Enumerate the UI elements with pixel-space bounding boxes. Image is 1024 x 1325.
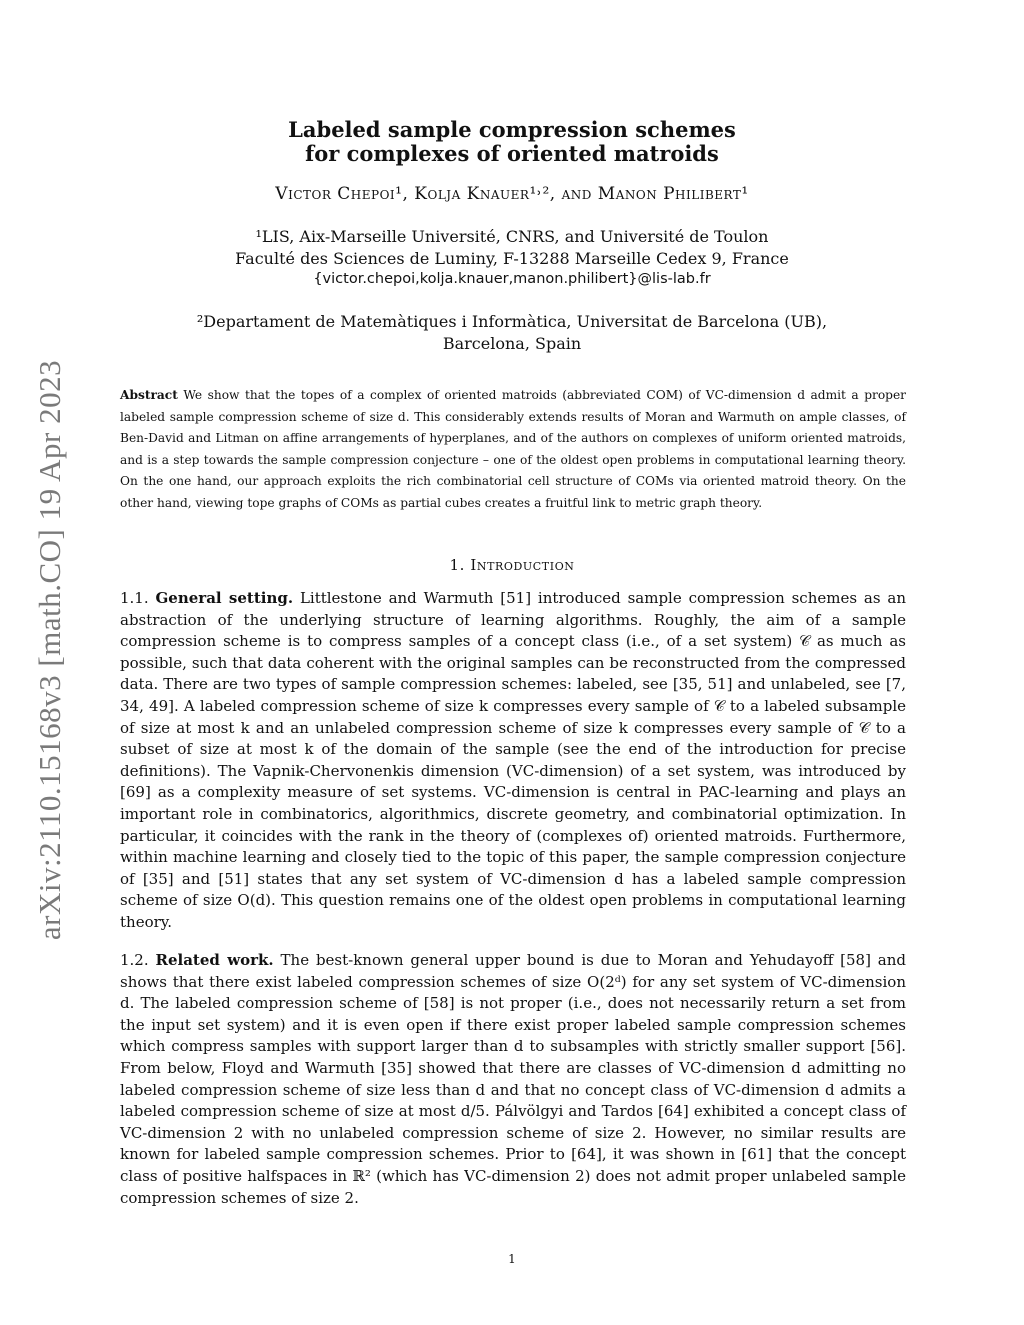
- affiliation-1-line-1: ¹LIS, Aix-Marseille Université, CNRS, and Université de Toulon: [255, 227, 769, 246]
- abstract-text: We show that the topes of a complex of oriented matroids (abbreviated COM) of VC-dimension d admit a proper labeled sample compression scheme of size d. This considerably extends results of Moran and Warmuth on ample classes, of Ben-David and Litman on affine arrangements of hyperplanes, and of the authors on complexes of uniform oriented matroids, and is a step towards the sample compression conjecture – one of the oldest open problems in computational learning theory. On the one hand, our approach exploits the rich combinatorial cell structure of COMs via oriented matroid theory. On the other hand, viewing tope graphs of COMs as partial cubes creates a fruitful link to metric graph theory.: [120, 388, 906, 510]
- subsection-general-setting: [120, 588, 906, 934]
- subsection-related-work: [120, 950, 906, 1209]
- subsection-number: 1.1.: [120, 589, 149, 607]
- subsection-text: The best-known general upper bound is due to Moran and Yehudayoff [58] and shows that there exist labeled compression schemes of size O(2ᵈ) for any set system of VC-dimension d. The labeled compression scheme of [58] is not proper (i.e., does not necessarily return a set from the input set system) and it is even open if there exist proper labeled sample compression schemes which compress samples with support larger than d to subsamples with strictly smaller support [56]. From below, Floyd and Warmuth [35] showed that there are classes of VC-dimension d admitting no labeled compression scheme of size less than d and that no concept class of VC-dimension d admits a labeled compression scheme of size at most d/5. Pálvölgyi and Tardos [64] exhibited a concept class of VC-dimension 2 with no unlabeled compression scheme of size 2. However, no similar results are known for labeled sample compression schemes. Prior to [64], it was shown in [61] that the concept class of positive halfspaces in ℝ² (which has VC-dimension 2) does not admit proper unlabeled sample compression schemes of size 2.: [120, 951, 906, 1207]
- subsection-title: Related work.: [155, 951, 274, 969]
- affiliation-1-line-2: Faculté des Sciences de Luminy, F-13288 Marseille Cedex 9, France: [235, 248, 789, 268]
- affiliation-2-line-1: ²Departament de Matemàtiques i Informàtica, Universitat de Barcelona (UB),: [196, 312, 828, 331]
- abstract-label: Abstract: [120, 388, 178, 402]
- affiliation-2-line-2: Barcelona, Spain: [442, 333, 582, 353]
- affiliation-2: [0, 311, 1024, 354]
- page-number: 1: [508, 1252, 516, 1266]
- title-line-2: for complexes of oriented matroids: [305, 141, 719, 166]
- arxiv-watermark: [20, 300, 80, 1000]
- arxiv-id: arXiv:2110.15168v3 [math.CO] 19 Apr 2023: [32, 359, 67, 941]
- paper-title: [0, 118, 1024, 166]
- section-heading: 1. Introduction: [449, 556, 575, 574]
- title-line-1: Labeled sample compression schemes: [288, 117, 736, 142]
- author-emails: {victor.chepoi,kolja.knauer,manon.philibert}@lis-lab.fr: [313, 271, 711, 287]
- author-list: Victor Chepoi¹, Kolja Knauer¹˒², and Manon Philibert¹: [275, 184, 749, 204]
- affiliation-1: [0, 226, 1024, 291]
- subsection-text: Littlestone and Warmuth [51] introduced sample compression schemes as an abstraction of the underlying structure of learning algorithms. Roughly, the aim of a sample compression scheme is to compress samples of a concept class (i.e., of a set system) 𝒞 as much as possible, such that data coherent with the original samples can be reconstructed from the compressed data. There are two types of sample compression schemes: labeled, see [35, 51] and unlabeled, see [7, 34, 49]. A labeled compression scheme of size k compresses every sample of 𝒞 to a labeled subsample of size at most k and an unlabeled compression scheme of size k compresses every sample of 𝒞 to a subset of size at most k of the domain of the sample (see the end of the introduction for precise definitions). The Vapnik-Chervonenkis dimension (VC-dimension) of a set system, was introduced by [69] as a complexity measure of set systems. VC-dimension is central in PAC-learning and plays an important role in combinatorics, algorithmics, discrete geometry, and combinatorial optimization. In particular, it coincides with the rank in the theory of (complexes of) oriented matroids. Furthermore, within machine learning and closely tied to the topic of this paper, the sample compression conjecture of [35] and [51] states that any set system of VC-dimension d has a labeled sample compression scheme of size O(d). This question remains one of the oldest open problems in computational learning theory.: [120, 589, 906, 931]
- subsection-number: 1.2.: [120, 951, 149, 969]
- abstract: [120, 385, 906, 514]
- subsection-title: General setting.: [155, 589, 294, 607]
